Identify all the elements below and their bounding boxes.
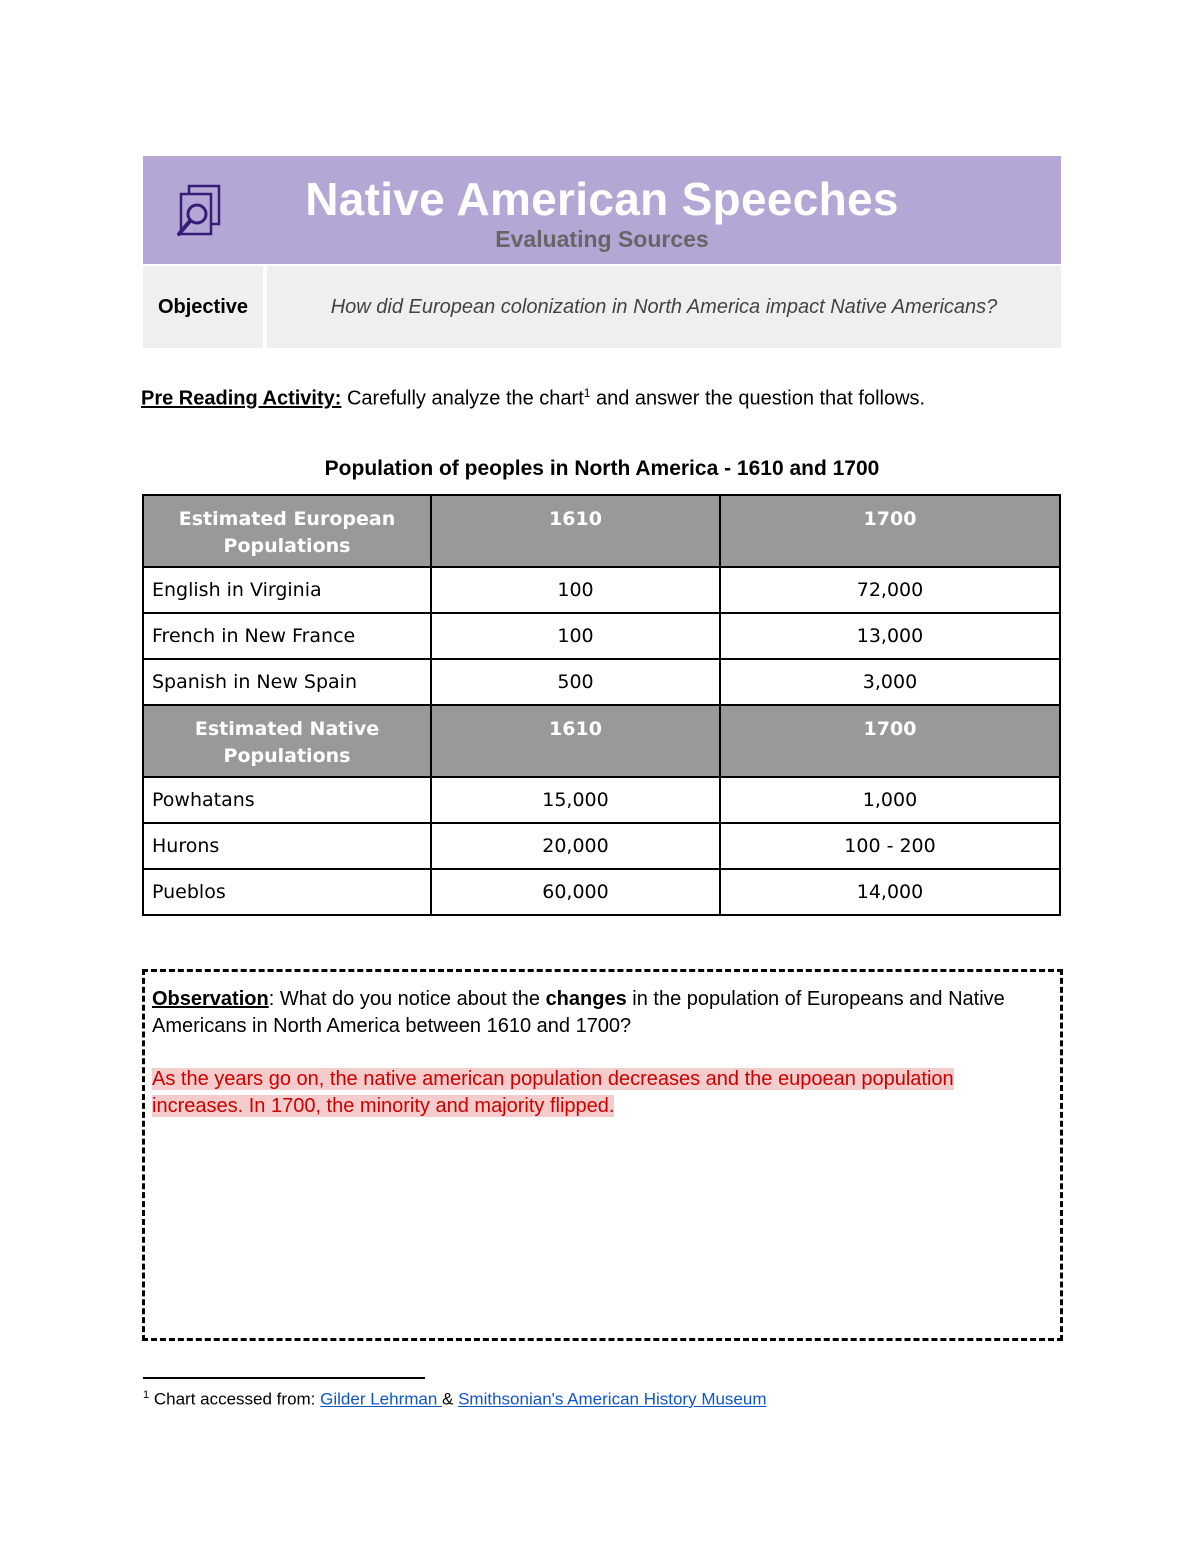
observation-label: Observation [152, 988, 269, 1010]
table-row [143, 777, 1060, 823]
table-cell: 14,000 [720, 869, 1060, 915]
page-subtitle: Evaluating Sources [495, 226, 709, 252]
table-header-cell: 1610 [431, 495, 720, 567]
table-header-cell: 1700 [720, 705, 1060, 777]
prereading-instructions [141, 386, 925, 411]
table-row [143, 659, 1060, 705]
table-row [143, 567, 1060, 613]
table-cell: 100 [431, 613, 720, 659]
table-header-row [143, 705, 1060, 777]
table-row [143, 823, 1060, 869]
prereading-text-before: Carefully analyze the chart [341, 387, 584, 410]
table-cell: Hurons [143, 823, 431, 869]
header-banner [143, 156, 1061, 264]
table-cell: French in New France [143, 613, 431, 659]
table-header-cell: Estimated Native Populations [143, 705, 431, 777]
table-cell: 20,000 [431, 823, 720, 869]
table-cell: 15,000 [431, 777, 720, 823]
prereading-label: Pre Reading Activity: [141, 387, 342, 410]
table-cell: English in Virginia [143, 567, 431, 613]
table-cell: 60,000 [431, 869, 720, 915]
table-row [143, 869, 1060, 915]
observation-answer[interactable] [152, 1066, 1032, 1120]
observation-question-bold: changes [545, 988, 627, 1010]
table-row [143, 613, 1060, 659]
population-table [142, 494, 1061, 916]
table-cell: 100 [431, 567, 720, 613]
gilder-lehrman-link[interactable]: Gilder Lehrman [320, 1389, 443, 1409]
footnote-text: Chart accessed from: [149, 1389, 321, 1409]
page-title: Native American Speeches [305, 173, 899, 225]
table-cell: Spanish in New Spain [143, 659, 431, 705]
table-cell: 13,000 [720, 613, 1060, 659]
objective-label: Objective [143, 266, 263, 348]
table-header-cell: Estimated European Populations [143, 495, 431, 567]
observation-answer-text: As the years go on, the native american population decreases and the eupoean population increases. In 1700, the minority and majority flipped. [152, 1068, 954, 1117]
observation-question-part1: : What do you notice about the [268, 988, 546, 1010]
table-title: Population of peoples in North America - 1610 and 1700 [324, 457, 880, 480]
table-header-cell: 1700 [720, 495, 1060, 567]
table-header-cell: 1610 [431, 705, 720, 777]
table-cell: 3,000 [720, 659, 1060, 705]
table-cell: 1,000 [720, 777, 1060, 823]
objective-question: How did European colonization in North America impact Native Americans? [267, 266, 1061, 348]
objective-row [143, 266, 1061, 348]
table-cell: Powhatans [143, 777, 431, 823]
table-cell: 500 [431, 659, 720, 705]
footnote [143, 1389, 767, 1410]
table-header-row [143, 495, 1060, 567]
smithsonian-link[interactable]: Smithsonian's American History Museum [458, 1389, 767, 1409]
observation-question-part2: in the population of Europeans and Native Americans in North America between 1610 and 1700? [152, 988, 1005, 1037]
footnote-reference: 1 [583, 386, 591, 400]
table-cell: 72,000 [720, 567, 1060, 613]
footnote-separator: & [442, 1389, 459, 1409]
prereading-text-after: and answer the question that follows. [590, 387, 926, 410]
footnote-divider [143, 1377, 425, 1379]
table-cell: Pueblos [143, 869, 431, 915]
table-cell: 100 - 200 [720, 823, 1060, 869]
observation-question [152, 986, 1032, 1040]
observation-box [142, 969, 1063, 1341]
footnote-mark: 1 [143, 1389, 150, 1401]
